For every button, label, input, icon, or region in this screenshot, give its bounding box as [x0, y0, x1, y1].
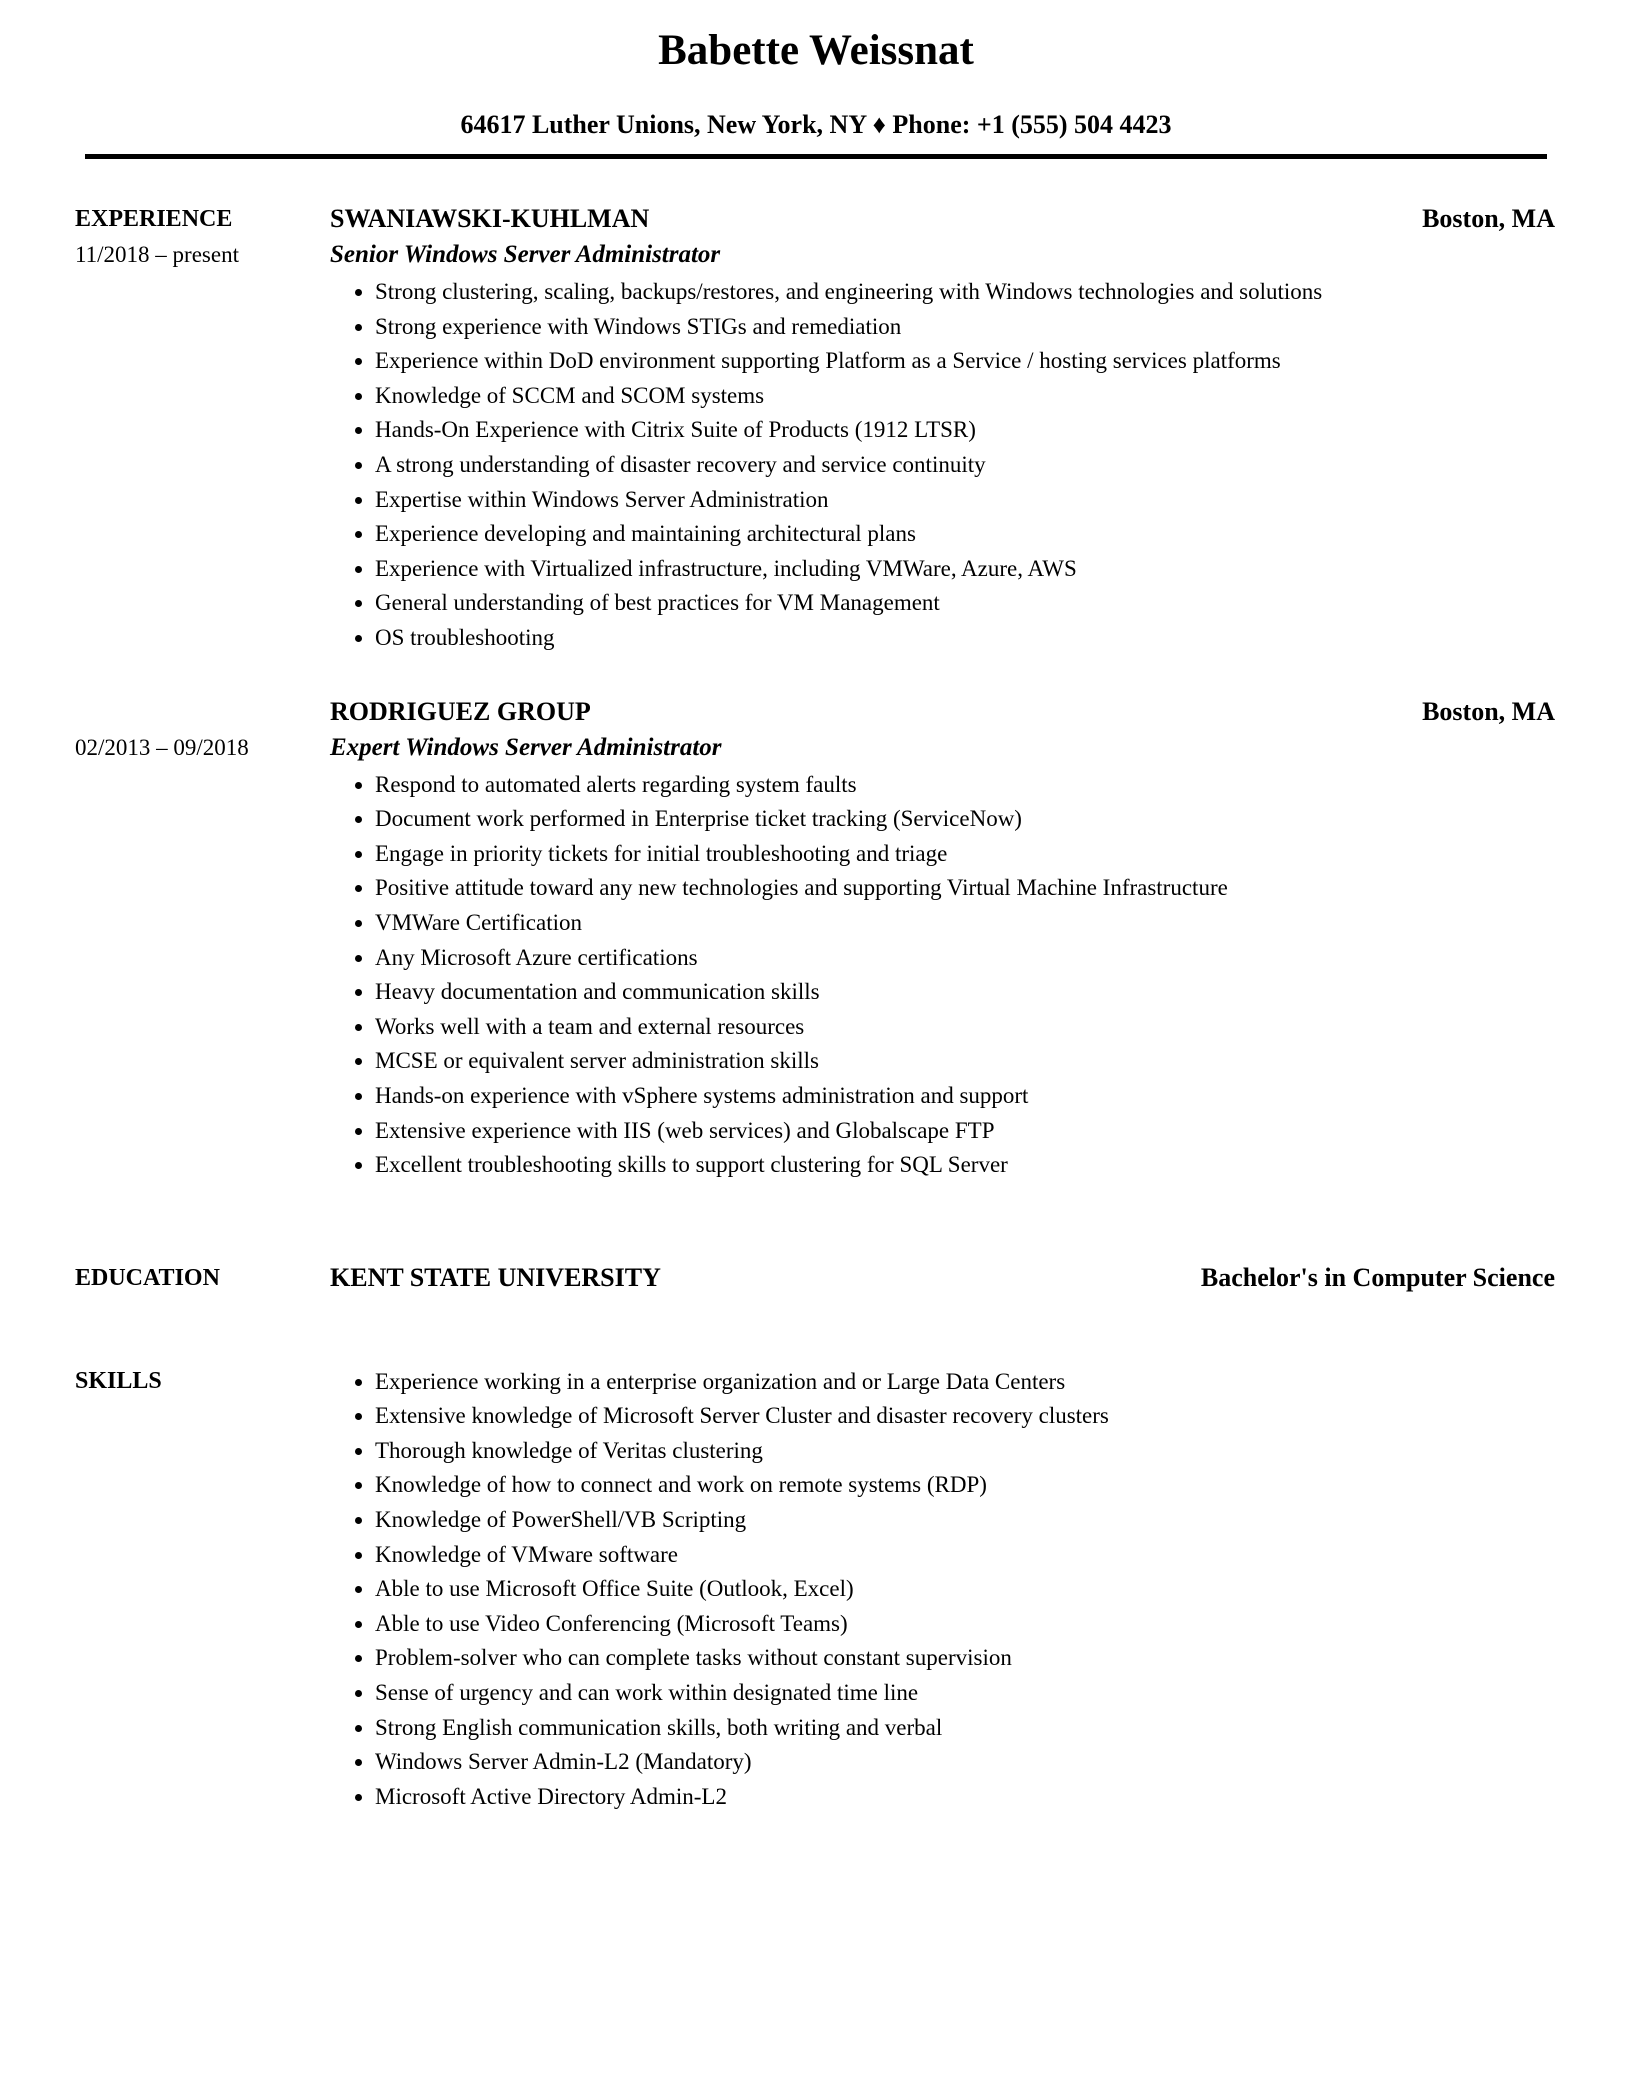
bullet-item: • Respond to automated alerts regarding system faults [375, 768, 1555, 803]
experience-entry-2-main [330, 694, 1555, 1183]
skills-left [75, 1363, 330, 1399]
skills-section-label: SKILLS [75, 1367, 162, 1394]
bullet-item: • Experience within DoD environment supporting Platform as a Service / hosting services platforms [375, 344, 1555, 379]
bullet-item: • Thorough knowledge of Veritas clustering [375, 1434, 1555, 1469]
company-location: Boston, MA [1422, 204, 1555, 234]
bullet-item: • Extensive experience with IIS (web services) and Globalscape FTP [375, 1114, 1555, 1149]
education-headline [330, 1260, 1555, 1296]
bullet-item: • VMWare Certification [375, 906, 1555, 941]
experience-entry-1-left [75, 201, 330, 273]
bullet-item: • Problem-solver who can complete tasks without constant supervision [375, 1641, 1555, 1676]
bullet-item: • Knowledge of how to connect and work on remote systems (RDP) [375, 1468, 1555, 1503]
experience-entry-1 [75, 201, 1555, 656]
bullet-item: • Expertise within Windows Server Administration [375, 483, 1555, 518]
bullet-item: • Heavy documentation and communication skills [375, 975, 1555, 1010]
bullet-item: • Knowledge of SCCM and SCOM systems [375, 379, 1555, 414]
bullet-item: • Windows Server Admin-L2 (Mandatory) [375, 1745, 1555, 1780]
bullet-item: • Strong clustering, scaling, backups/restores, and engineering with Windows technologies and solutions [375, 275, 1555, 310]
bullet-item: • Knowledge of VMware software [375, 1538, 1555, 1573]
education-section [75, 1260, 1555, 1296]
left-spacer [75, 694, 330, 730]
bullet-item: • OS troubleshooting [375, 621, 1555, 656]
experience-entry-2-bullets [330, 768, 1555, 1183]
experience-section-label: EXPERIENCE [75, 206, 233, 233]
skills-bullets [330, 1365, 1555, 1815]
bullet-item: • Knowledge of PowerShell/VB Scripting [375, 1503, 1555, 1538]
bullet-item: • General understanding of best practices for VM Management [375, 586, 1555, 621]
bullet-item: • Strong experience with Windows STIGs and remediation [375, 310, 1555, 345]
bullet-item: • Any Microsoft Azure certifications [375, 941, 1555, 976]
company-name: SWANIAWSKI-KUHLMAN [330, 204, 650, 234]
experience-entry-2-headline [330, 694, 1555, 730]
experience-entry-1-headline [330, 201, 1555, 237]
bullet-item: • Able to use Microsoft Office Suite (Outlook, Excel) [375, 1572, 1555, 1607]
bullet-item: • Microsoft Active Directory Admin-L2 [375, 1780, 1555, 1815]
experience-entry-1-dates: 11/2018 – present [75, 242, 239, 268]
bullet-item: • Extensive knowledge of Microsoft Server Cluster and disaster recovery clusters [375, 1399, 1555, 1434]
bullet-item: • Engage in priority tickets for initial troubleshooting and triage [375, 837, 1555, 872]
skills-section [75, 1363, 1555, 1815]
education-left [75, 1260, 330, 1296]
bullet-item: • Able to use Video Conferencing (Microsoft Teams) [375, 1607, 1555, 1642]
experience-entry-1-main [330, 201, 1555, 656]
bullet-item: • A strong understanding of disaster recovery and service continuity [375, 448, 1555, 483]
skills-main [330, 1363, 1555, 1815]
bullet-item: • Hands-on experience with vSphere systems administration and support [375, 1079, 1555, 1114]
education-section-label: EDUCATION [75, 1264, 220, 1291]
job-title: Senior Windows Server Administrator [330, 241, 721, 269]
bullet-item: • Experience developing and maintaining architectural plans [375, 517, 1555, 552]
experience-entry-2-dates: 02/2013 – 09/2018 [75, 734, 249, 760]
job-title: Expert Windows Server Administrator [330, 733, 722, 761]
experience-entry-2-left [75, 694, 330, 766]
bullet-item: • Works well with a team and external resources [375, 1010, 1555, 1045]
bullet-item: • MCSE or equivalent server administration skills [375, 1044, 1555, 1079]
header-divider [85, 154, 1547, 159]
education-main [330, 1260, 1555, 1296]
bullet-item: • Positive attitude toward any new technologies and supporting Virtual Machine Infrastructure [375, 871, 1555, 906]
bullet-item: • Hands-On Experience with Citrix Suite of Products (1912 LTSR) [375, 413, 1555, 448]
degree-name: Bachelor's in Computer Science [1200, 1262, 1555, 1292]
bullet-item: • Excellent troubleshooting skills to support clustering for SQL Server [375, 1148, 1555, 1183]
resume-body [0, 201, 1632, 1814]
resume-name: Babette Weissnat [658, 27, 974, 74]
contact-line: 64617 Luther Unions, New York, NY ♦ Phone: +1 (555) 504 4423 [460, 110, 1172, 140]
bullet-item: • Experience working in a enterprise organization and or Large Data Centers [375, 1365, 1555, 1400]
bullet-item: • Document work performed in Enterprise ticket tracking (ServiceNow) [375, 802, 1555, 837]
bullet-item: • Experience with Virtualized infrastructure, including VMWare, Azure, AWS [375, 552, 1555, 587]
bullet-item: • Strong English communication skills, both writing and verbal [375, 1711, 1555, 1746]
experience-entry-2 [75, 694, 1555, 1183]
school-name: KENT STATE UNIVERSITY [330, 1262, 661, 1292]
company-name: RODRIGUEZ GROUP [330, 696, 591, 726]
company-location: Boston, MA [1422, 696, 1555, 726]
bullet-item: • Sense of urgency and can work within designated time line [375, 1676, 1555, 1711]
experience-entry-1-bullets [330, 275, 1555, 656]
